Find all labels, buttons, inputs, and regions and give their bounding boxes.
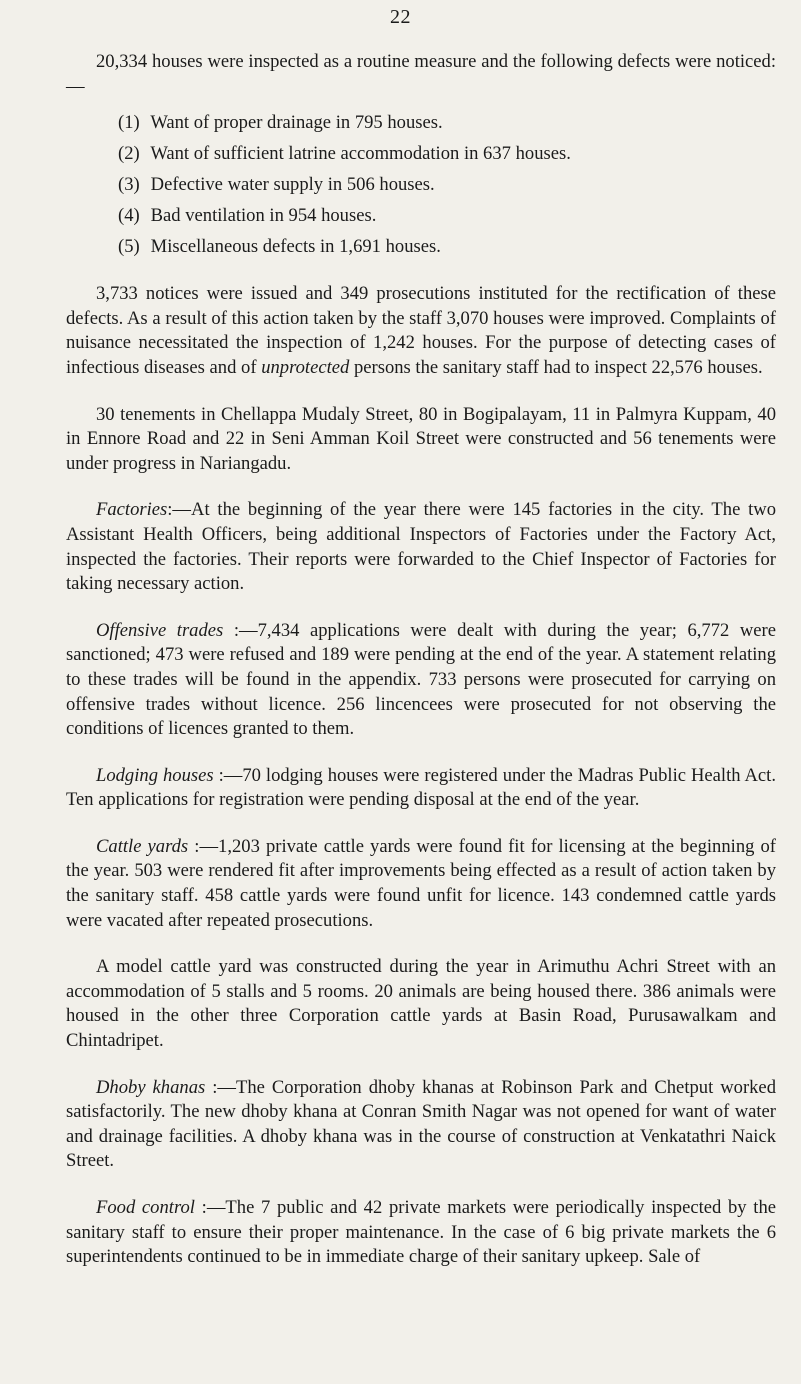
defects-list (66, 107, 776, 262)
section-text-cattle-yards: :—1,203 private cattle yards were found fit for licensing at the beginning of the year. 503 were rendered fit after improvements being effected as a result of action taken by the sanitary staff. 458 cattle yards were found unfit for licence. 143 condemned cattle yards were vacated after repeated prosecutions. (66, 835, 776, 931)
notices-paragraph (66, 282, 776, 380)
section-heading-dhoby-khanas: Dhoby khanas (96, 1076, 206, 1098)
defect-text: Want of proper drainage in 795 houses. (150, 112, 443, 134)
section-heading-food-control: Food control (96, 1197, 195, 1218)
section-text-factories: :—At the beginning of the year there were 145 factories in the city. The two Assistant Health Officers, being additional Inspectors of Factories under the Factory Act, inspected the factories. Their reports were forwarded to the Chief Inspector of Factories for taking necessary action. (66, 499, 776, 595)
tenements-paragraph: 30 tenements in Chellappa Mudaly Street, 80 in Bogipalayam, 11 in Palmyra Kuppam, 40 in Ennore Road and 22 in Seni Amman Koil Street were constructed and 56 tenements were under progress in Nariangadu. (66, 403, 776, 474)
defect-number: (3) (118, 174, 140, 196)
section-text-dhoby-khanas: :—The Corporation dhoby khanas at Robinson Park and Chetput worked satisfactorily. The new dhoby khana at Conran Smith Nagar was not opened for want of water and drainage facilities. A dhoby khana was in the course of construction at Venkatathri Naick Street. (66, 1076, 776, 1172)
section-text-food-control: :—The 7 public and 42 private markets were periodically inspected by the sanitary staff to ensure their proper maintenance. In the case of 6 big private markets the 6 superintendents continued to be in immediate charge of their sanitary upkeep. Sale of (66, 1197, 776, 1268)
defect-item (118, 138, 776, 169)
section-heading-factories: Factories (96, 499, 168, 521)
section-heading-lodging-houses: Lodging houses (96, 764, 214, 786)
model-cattle-yard-paragraph: A model cattle yard was constructed during the year in Arimuthu Achri Street with an accommodation of 5 stalls and 5 rooms. 20 animals are being housed there. 386 animals were housed in the other three Corporation cattle yards at Basin Road, Purusawalkam and Chintadripet. (66, 956, 776, 1052)
defect-item (118, 169, 776, 200)
page-number: 22 (390, 6, 411, 28)
defect-text: Bad ventilation in 954 houses. (150, 205, 377, 227)
defect-number: (4) (118, 205, 140, 227)
page-body (66, 50, 776, 1292)
notices-text-end: persons the sanitary staff had to inspect 22,576 houses. (349, 356, 763, 378)
cattle-yards-paragraph (66, 835, 776, 933)
lodging-houses-paragraph (66, 764, 776, 813)
defect-item (118, 200, 776, 231)
defect-number: (5) (118, 236, 140, 258)
inspection-intro: 20,334 houses were inspected as a routine measure and the following defects were noticed:— (66, 51, 776, 97)
defect-number: (1) (118, 112, 140, 134)
defect-text: Defective water supply in 506 houses. (150, 174, 435, 196)
section-heading-cattle-yards: Cattle yards (96, 835, 189, 857)
defect-item (118, 231, 776, 262)
defect-text: Want of sufficient latrine accommodation in 637 houses. (150, 143, 571, 165)
defect-number: (2) (118, 143, 140, 165)
offensive-trades-paragraph (66, 619, 776, 742)
factories-paragraph (66, 498, 776, 596)
defect-text: Miscellaneous defects in 1,691 houses. (150, 236, 441, 258)
notices-text-start: 3,733 notices were issued and 349 prosecutions instituted for the rectification of these defects. As a result of this action taken by the staff 3,070 houses were improved. Complaints of nuisance necessitated the inspection of 1,242 houses. For the purpose of detecting cases of infectious diseases and of (66, 283, 776, 378)
section-heading-offensive-trades: Offensive trades (96, 619, 224, 641)
section-text-offensive-trades: :—7,434 applications were dealt with during the year; 6,772 were sanctioned; 473 were refused and 189 were pending at the end of the year. A statement relating to these trades will be found in the appendix. 733 persons were prosecuted for carrying on offensive trades without licence. 256 lincencees were prosecuted for not observing the conditions of licences granted to them. (66, 619, 776, 740)
section-text-lodging-houses: :—70 lodging houses were registered under the Madras Public Health Act. Ten applications for registration were pending disposal at the end of the year. (66, 764, 776, 811)
food-control-paragraph (66, 1196, 776, 1270)
defect-item (118, 107, 776, 138)
dhoby-khanas-paragraph (66, 1076, 776, 1174)
notices-italic-term: unprotected (261, 356, 350, 378)
